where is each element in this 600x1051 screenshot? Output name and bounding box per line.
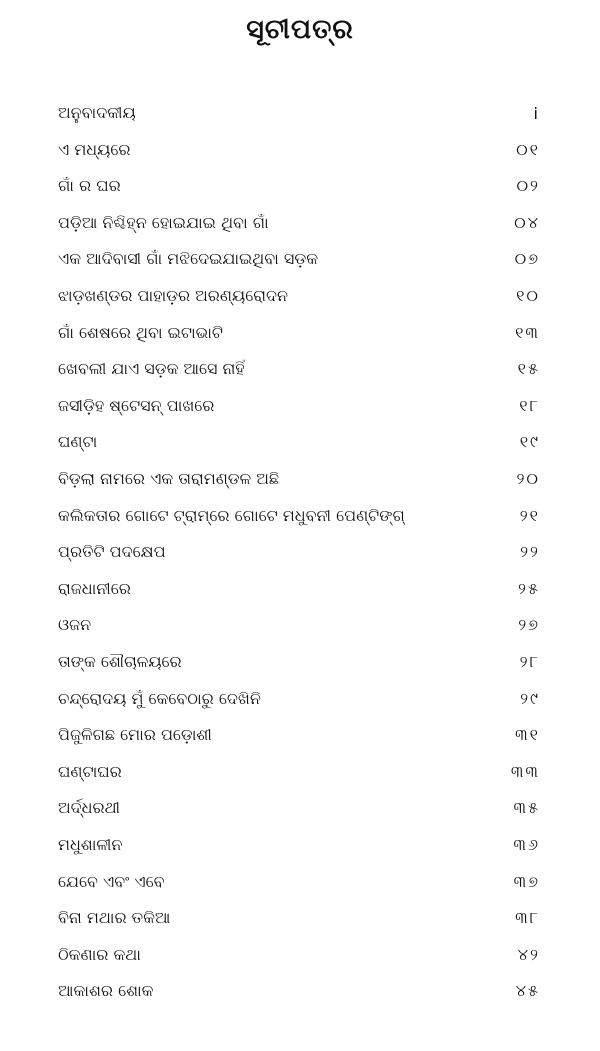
toc-entry-page-number: i — [533, 103, 540, 123]
toc-entry-title: ଅର୍ଦ୍ଧରଥୀ — [58, 798, 121, 818]
toc-entry — [58, 864, 540, 900]
toc-entry-title: ଘଣ୍ଟାଘର — [58, 761, 122, 781]
toc-entry-page-number: ୧୩ — [515, 322, 540, 342]
toc-entry — [58, 717, 540, 753]
toc-entry-title: ପିଜୁଳିଗଛ ମୋର ପଡ଼ୋଶୀ — [58, 725, 212, 745]
toc-entry-title: କଲିକତାର ଗୋଟେ ଟ୍ରାମ୍‌ରେ ଗୋଟେ ମଧୁବନୀ ପେଣ୍ଟିଙ୍ଗ୍ — [58, 505, 405, 525]
toc-entry — [58, 498, 540, 534]
page-title: ସୂଚୀପତ୍ର — [246, 14, 354, 45]
toc-entry-title: ଖେବଲୀ ଯାଏ ସଡ଼କ ଆସେ ନାହିଁ — [58, 359, 245, 379]
toc-entry — [58, 132, 540, 168]
toc-entry — [58, 278, 540, 314]
toc-entry-page-number: ୨୮ — [519, 652, 540, 671]
toc-entry-title: ଘଣ୍ଟା — [58, 432, 98, 452]
toc-entry-page-number: ୨୨ — [520, 542, 540, 562]
toc-entry — [58, 900, 540, 936]
toc-entry — [58, 205, 540, 241]
toc-entry — [58, 461, 540, 497]
toc-entry-page-number: ୩୧ — [515, 725, 540, 745]
toc-entry — [58, 607, 540, 643]
toc-entry — [58, 241, 540, 277]
toc-entry-title: ଏକ ଆଦିବାସୀ ଗାଁ ମଝିଦେଇଯାଇଥିବା ସଡ଼କ — [58, 249, 319, 269]
toc-entry-page-number: ୦୧ — [516, 139, 540, 159]
toc-entry-title: ରାଜଧାନୀରେ — [58, 578, 131, 598]
toc-entry-page-number: ୦୪ — [514, 212, 540, 232]
toc-entry-title: ବିଡ଼ଲା ନାମରେ ଏକ ତାରାମଣ୍ଡଳ ଅଛି — [58, 469, 280, 488]
toc-entry-page-number: ୩୫ — [513, 798, 540, 818]
toc-entry — [58, 315, 540, 351]
toc-entry-page-number: ୪୨ — [517, 944, 540, 964]
toc-entry — [58, 424, 540, 460]
toc-entry-title: ଚନ୍ଦ୍ରୋଦୟ ମୁଁ କେବେଠାରୁ ଦେଖିନି — [58, 688, 261, 708]
toc-entry-page-number: ୨୧ — [519, 505, 540, 525]
toc-entry-page-number: ୨୫ — [518, 578, 540, 598]
toc-entry-page-number: ୩୬ — [513, 835, 540, 854]
toc-entry-page-number: ୨୦ — [516, 469, 540, 488]
toc-entry — [58, 681, 540, 717]
toc-entry — [58, 534, 540, 570]
toc-entry-page-number: ୨୯ — [520, 688, 540, 708]
toc-entry — [58, 790, 540, 826]
toc-entry — [58, 351, 540, 387]
toc-entry-title: ଗାଁ ଶେଷରେ ଥିବା ଇଟାଭାଟି — [58, 322, 223, 342]
toc-entry-page-number: ୪୫ — [515, 981, 540, 1001]
toc-entry — [58, 571, 540, 607]
toc-entry-title: ପ୍ରତିଟି ପଦକ୍ଷେପ — [58, 542, 166, 562]
toc-entry-page-number: ୧୮ — [519, 395, 540, 415]
toc-entry — [58, 388, 540, 424]
toc-entry-title: ମଧୁଶାଳୀନ — [58, 835, 123, 854]
toc-entry-title: ଗାଁ ର ଘର — [58, 176, 121, 196]
toc-entry-page-number: ୩୮ — [515, 908, 540, 928]
toc-entry — [58, 973, 540, 1009]
toc-entry — [58, 644, 540, 680]
toc-entry-page-number: ୧୫ — [517, 359, 540, 379]
toc-entry — [58, 827, 540, 863]
toc-entry-page-number: ୦୭ — [514, 249, 540, 269]
toc-entry-page-number: ୩୩ — [510, 761, 540, 781]
toc-entry-title: ଠିକଣାର କଥା — [58, 944, 141, 964]
toc-entry-title: ବିନା ମଥାର ତକିଆ — [58, 908, 171, 928]
toc-entry-page-number: ୨୭ — [518, 615, 540, 635]
toc-entry-page-number: ୩୭ — [513, 871, 540, 891]
toc-entry-page-number: ୦୨ — [516, 176, 540, 196]
toc-entry-page-number: ୧୦ — [516, 286, 540, 305]
toc-entry-title: ତାଙ୍କ ଶୌଚାଳୟରେ — [58, 652, 182, 671]
toc-entry-page-number: ୧୯ — [519, 432, 540, 452]
toc-entry-title: ଆକାଶର ଶୋକ — [58, 981, 154, 1001]
toc-entry-title: ଯେବେ ଏବଂ ଏବେ — [58, 871, 165, 891]
toc-entry — [58, 168, 540, 204]
toc-entry — [58, 754, 540, 790]
toc-entry-title: ଓଜନ — [58, 615, 92, 635]
toc-entry — [58, 95, 540, 131]
toc-entry-title: ଏ ମଧ୍ୟରେ — [58, 139, 131, 159]
toc-entry-title: ଅନୁବାଦକୀୟ — [58, 103, 136, 122]
toc-entry — [58, 937, 540, 973]
toc-entry-title: ଝାଡ଼ଖଣ୍ଡର ପାହାଡ଼ର ଅରଣ୍ୟରୋଦନ — [58, 286, 288, 305]
toc-entry-title: ପଡ଼ିଆ ନିଶ୍ଚିହ୍ନ ହୋଇଯାଇ ଥିବା ଗାଁ — [58, 212, 269, 232]
toc-entry-title: ଜସୀଡ଼ିହ ଷ୍ଟେସନ୍ ପାଖରେ — [58, 395, 215, 415]
